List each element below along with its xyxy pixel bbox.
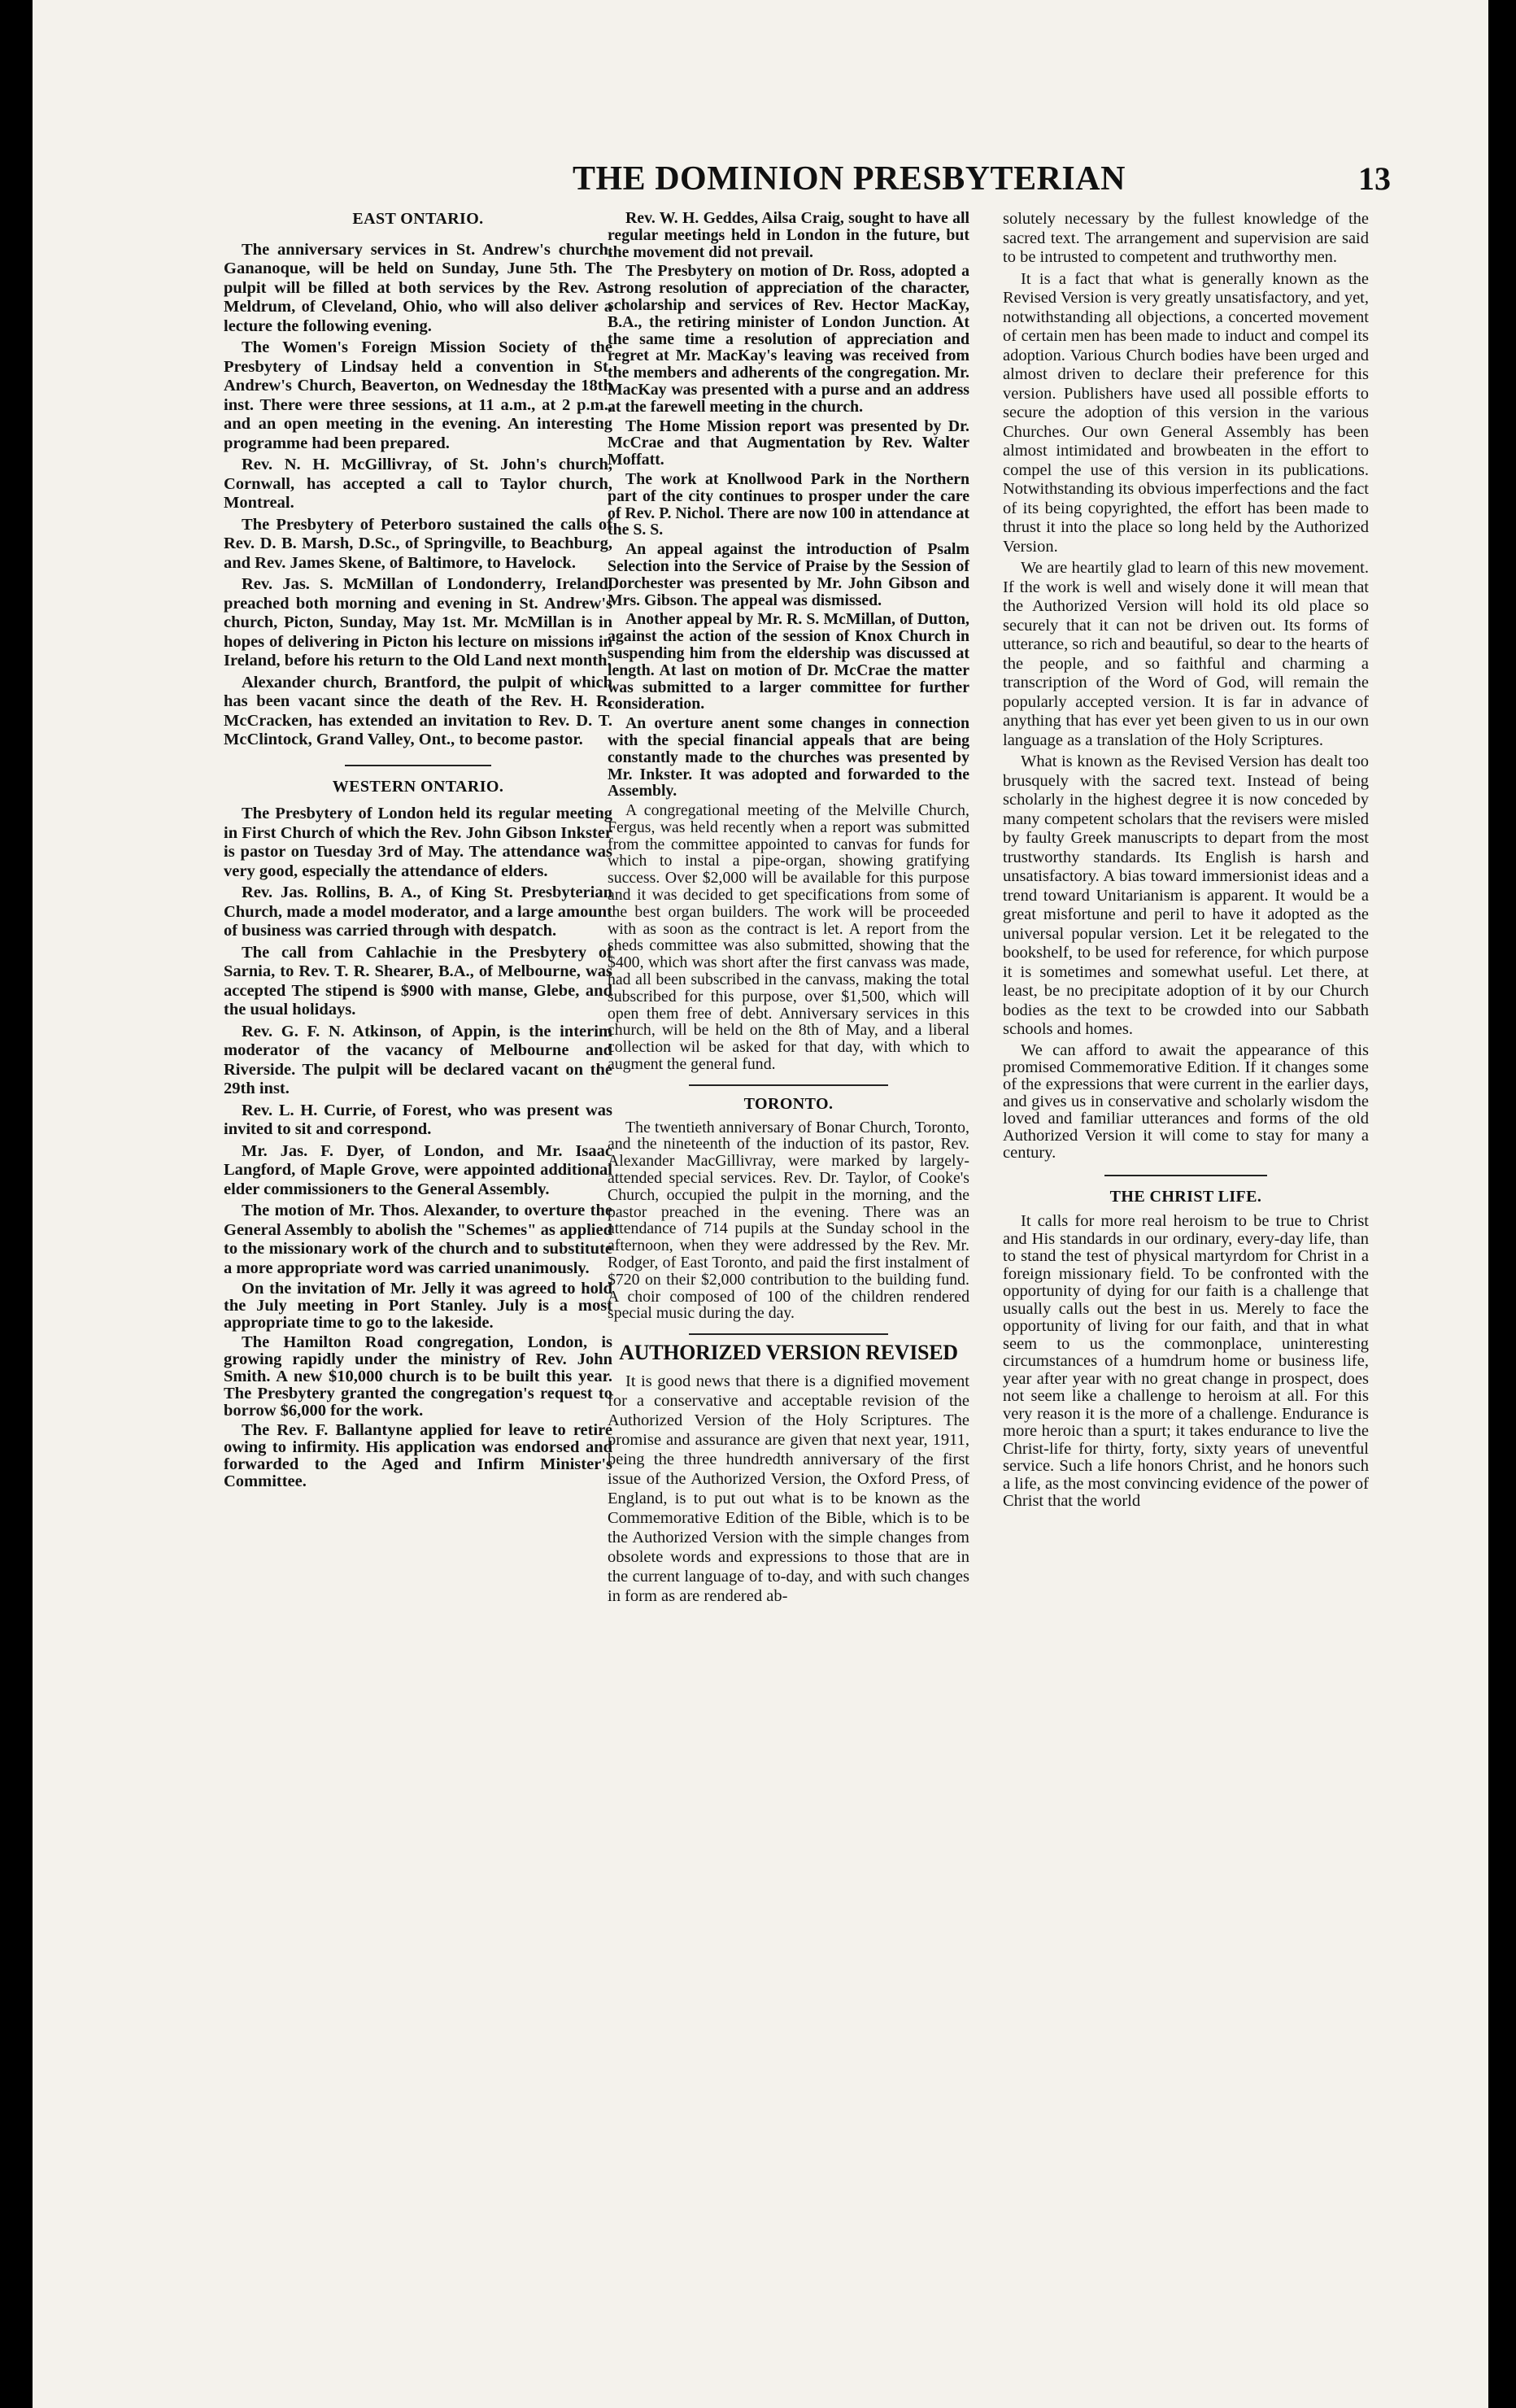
article-paragraph: On the invitation of Mr. Jelly it was agreed to hold the July meeting in Port Stanley. July is a most appropriate time to go to the lakeside. xyxy=(224,1280,612,1332)
article-paragraph: The twentieth anniversary of Bonar Church, Toronto, and the nineteenth of the induction of its pastor, Rev. Alexander MacGillivray, were marked by largely-attended special services. Rev. Dr. Taylor, of Cooke's Church, occupied the pulpit in the morning, and the pastor preached in the evening. There was an attendance of 714 pupils at the Sunday school in the afternoon, when they were addressed by the Rev. Mr. Rodger, of East Toronto, and paid the first instalment of $720 on their $2,000 contribution to the building fund. A choir composed of 100 of the children rendered special music during the day. xyxy=(608,1118,969,1323)
article-paragraph: Rev. L. H. Currie, of Forest, who was present was invited to sit and correspond. xyxy=(224,1101,612,1138)
article-paragraph: Rev. G. F. N. Atkinson, of Appin, is the interim moderator of the vacancy of Melbourne and Riverside. The pulpit will be declared vacant on the 29th inst. xyxy=(224,1022,612,1097)
article-paragraph: Alexander church, Brantford, the pulpit of which has been vacant since the death of the Rev. H. R. McCracken, has extended an invitation to Rev. D. T. McClintock, Grand Valley, Ont., to become pastor. xyxy=(224,673,612,748)
page-header xyxy=(521,159,1407,208)
section-heading-western-ontario: WESTERN ONTARIO. xyxy=(332,777,504,796)
section-divider xyxy=(345,765,491,766)
page-number: 13 xyxy=(1358,160,1391,197)
article-heading-authorized-version: AUTHORIZED VERSION REVISED xyxy=(619,1341,958,1365)
section-heading-east-ontario: EAST ONTARIO. xyxy=(352,210,484,228)
article-paragraph: An overture anent some changes in connection with the special financial appeals that are being constantly made to the churches was presented by Mr. Inkster. It was adopted and forwarded to the Assembly. xyxy=(608,714,969,800)
article-paragraph: Rev. Jas. S. McMillan of Londonderry, Ireland, preached both morning and evening in St. Andrew's church, Picton, Sunday, May 1st. Mr. McMillan is in hopes of delivering in Picton his lecture on missions in Ireland, before his return to the Old Land next month. xyxy=(224,575,612,670)
column-right xyxy=(1003,210,1369,1513)
article-paragraph: We are heartily glad to learn of this new movement. If the work is well and wisely done it will mean that the Authorized Version will hold its old place so securely that it can not be driven out. Its forms of utterance, so rich and beautiful, so dear to the hearts of the people, and so faithful and charming a transcription of the Word of God, will remain the popularly accepted version. It is far in advance of anything that has ever yet been given to us in our own language as a translation of the Holy Scriptures. xyxy=(1003,559,1369,749)
section-divider xyxy=(689,1084,888,1086)
article-paragraph: solutely necessary by the fullest knowledge of the sacred text. The arrangement and supervision are said to be intrusted to competent and truthworthy men. xyxy=(1003,210,1369,266)
article-paragraph: It is a fact that what is generally known as the Revised Version is very greatly unsatisfactory, and yet, notwithstanding all objections, a concerted movement of certain men has been made to induct and compel its adoption. Various Church bodies have been urged and almost driven to declare their preference for this version. Publishers have used all possible efforts to secure the adoption of this version in the various Churches. Our own General Assembly has been almost intimidated and browbeaten in the effort to compel the use of this version in its publications. Notwithstanding its obvious imperfections and the fact of its being copyrighted, the effort has been made to thrust it into the place so long held by the Authorized Version. xyxy=(1003,269,1369,556)
masthead-title: THE DOMINION PRESBYTERIAN xyxy=(573,160,1126,198)
article-paragraph: What is known as the Revised Version has dealt too brusquely with the sacred text. Instead of being scholarly in the highest degree it is now conceded by many competent scholars that the revisers were misled by faulty Greek manuscripts to depart from the most trustworthy standards. Its English is harsh and unsatisfactory. A bias toward immersionist ideas and a trend toward Unitarianism is apparent. It would be a great misfortune and peril to have it adopted as the universal popular version. Let it be relegated to the bookshelf, to be used for reference, for which purpose it is sometimes and somewhat useful. Let there, at least, be no precipitate adoption of it by our Church bodies as the text to be crowded into our Sabbath schools and homes. xyxy=(1003,752,1369,1038)
column-middle xyxy=(608,210,969,1608)
section-heading-christ-life: THE CHRIST LIFE. xyxy=(1109,1187,1262,1206)
article-paragraph: It is good news that there is a dignified movement for a conservative and acceptable revision of the Authorized Version of the Holy Scriptures. The promise and assurance are given that next year, 1911, being the three hundredth anniversary of the first issue of the Authorized Version, the Oxford Press, of England, is to put out what is to be known as the Commemorative Edition of the Bible, which is to be the Authorized Version with the simple changes from obsolete words and expressions to those that are in the current language of to-day, and with such changes in form as are rendered ab- xyxy=(608,1372,969,1605)
section-divider xyxy=(689,1333,888,1335)
article-paragraph: An appeal against the introduction of Psalm Selection into the Service of Praise by the Session of Dorchester was presented by Mr. John Gibson and Mrs. Gibson. The appeal was dismissed. xyxy=(608,540,969,609)
newspaper-page xyxy=(33,0,1488,2408)
article-paragraph: The Women's Foreign Mission Society of the Presbytery of Lindsay held a convention in St. Andrew's Church, Beaverton, on Wednesday the 18th inst. There were three sessions, at 11 a.m., at 2 p.m., and an open meeting in the evening. An interesting programme had been prepared. xyxy=(224,338,612,452)
article-paragraph: It calls for more real heroism to be true to Christ and His standards in our ordinary, every-day life, than to stand the test of physical martyrdom for Christ in a foreign missionary field. To be confronted with the opportunity of dying for our faith is a challenge that usually calls out the best in us. Merely to face the opportunity of living for our faith, and that in what seem to us the commonplace, uninteresting circumstances of a humdrum home or business life, year after year with no great change in prospect, does not seem like a challenge to heroism at all. For this very reason it is the more of a challenge. Endurance is more heroic than a spurt; it takes endurance to live the Christ-life for thirty, forty, sixty years of uneventful service. Such a life honors Christ, and he honors such a life, as the most convincing evidence of the power of Christ that the world xyxy=(1003,1212,1369,1510)
section-divider xyxy=(1104,1175,1267,1176)
article-paragraph: The Home Mission report was presented by Dr. McCrae and that Augmentation by Rev. Walter Moffatt. xyxy=(608,417,969,469)
article-paragraph: The Rev. F. Ballantyne applied for leave to retire owing to infirmity. His application was endorsed and forwarded to the Aged and Infirm Minister's Committee. xyxy=(224,1421,612,1490)
column-left xyxy=(224,210,612,1493)
article-paragraph: The anniversary services in St. Andrew's church, Gananoque, will be held on Sunday, June 5th. The pulpit will be filled at both services by the Rev. A. Meldrum, of Cleveland, Ohio, who will also deliver a lecture the following evening. xyxy=(224,240,612,335)
article-paragraph: Another appeal by Mr. R. S. McMillan, of Dutton, against the action of the session of Knox Church in suspending him from the eldership was discussed at length. At last on motion of Dr. McCrae the matter was submitted to a larger committee for further consideration. xyxy=(608,610,969,713)
article-paragraph: Rev. Jas. Rollins, B. A., of King St. Presbyterian Church, made a model moderator, and a large amount of business was carried through with despatch. xyxy=(224,883,612,940)
article-paragraph: The call from Cahlachie in the Presbytery of Sarnia, to Rev. T. R. Shearer, B.A., of Melbourne, was accepted The stipend is $900 with manse, Glebe, and the usual holidays. xyxy=(224,943,612,1019)
article-paragraph: The Presbytery on motion of Dr. Ross, adopted a strong resolution of appreciation of the character, scholarship and services of Rev. Hector MacKay, B.A., the retiring minister of London Junction. At the same time a resolution of appreciation and regret at Mr. MacKay's leaving was received from the members and adherents of the congregation. Mr. MacKay was presented with a purse and an address at the farewell meeting in the church. xyxy=(608,262,969,416)
article-paragraph: The Presbytery of Peterboro sustained the calls of Rev. D. B. Marsh, D.Sc., of Springville, to Beachburg, and Rev. James Skene, of Baltimore, to Havelock. xyxy=(224,515,612,572)
article-paragraph: The work at Knollwood Park in the Northern part of the city continues to prosper under the care of Rev. P. Nichol. There are now 100 in attendance at the S. S. xyxy=(608,469,969,539)
article-paragraph: Rev. N. H. McGillivray, of St. John's church, Cornwall, has accepted a call to Taylor church, Montreal. xyxy=(224,456,612,512)
article-paragraph: The Hamilton Road congregation, London, is growing rapidly under the ministry of Rev. John Smith. A new $10,000 church is to be built this year. The Presbytery granted the congregation's request to borrow $6,000 for the work. xyxy=(224,1333,612,1420)
article-paragraph: Rev. W. H. Geddes, Ailsa Craig, sought to have all regular meetings held in London in the future, but the movement did not prevail. xyxy=(608,209,969,261)
article-paragraph: We can afford to await the appearance of this promised Commemorative Edition. If it changes some of the expressions that were current in the earlier days, and gives us in conservative and scholarly wisdom the loved and familiar utterances and forms of the old Authorized Version it will come to stay for many a century. xyxy=(1003,1040,1369,1162)
section-heading-toronto: TORONTO. xyxy=(743,1094,834,1113)
article-paragraph: The Presbytery of London held its regular meeting in First Church of which the Rev. John Gibson Inkster is pastor on Tuesday 3rd of May. The attendance was very good, especially the attendance of elders. xyxy=(224,805,612,880)
article-paragraph: Mr. Jas. F. Dyer, of London, and Mr. Isaac Langford, of Maple Grove, were appointed additional elder commissioners to the General Assembly. xyxy=(224,1141,612,1198)
article-paragraph: The motion of Mr. Thos. Alexander, to overture the General Assembly to abolish the "Schemes" as applied to the missionary work of the church and to substitute a more appropriate word was carried unanimously. xyxy=(224,1202,612,1277)
article-paragraph: A congregational meeting of the Melville Church, Fergus, was held recently when a report was submitted from the committee appointed to canvas for funds for which to instal a pipe-organ, showing gratifying success. Over $2,000 will be available for this purpose and it was decided to get specifications from some of the best organ builders. The work will be proceeded with as soon as the contract is let. A report from the sheds committee was also submitted, showing that the $400, which was short after the first canvass was made, had all been subscribed in the canvass, making the total subscribed for this purpose, over $1,500, which will open them free of debt. Anniversary services in this church, will be held on the 8th of May, and a liberal collection wil be asked for that day, with which to augment the general fund. xyxy=(608,801,969,1074)
